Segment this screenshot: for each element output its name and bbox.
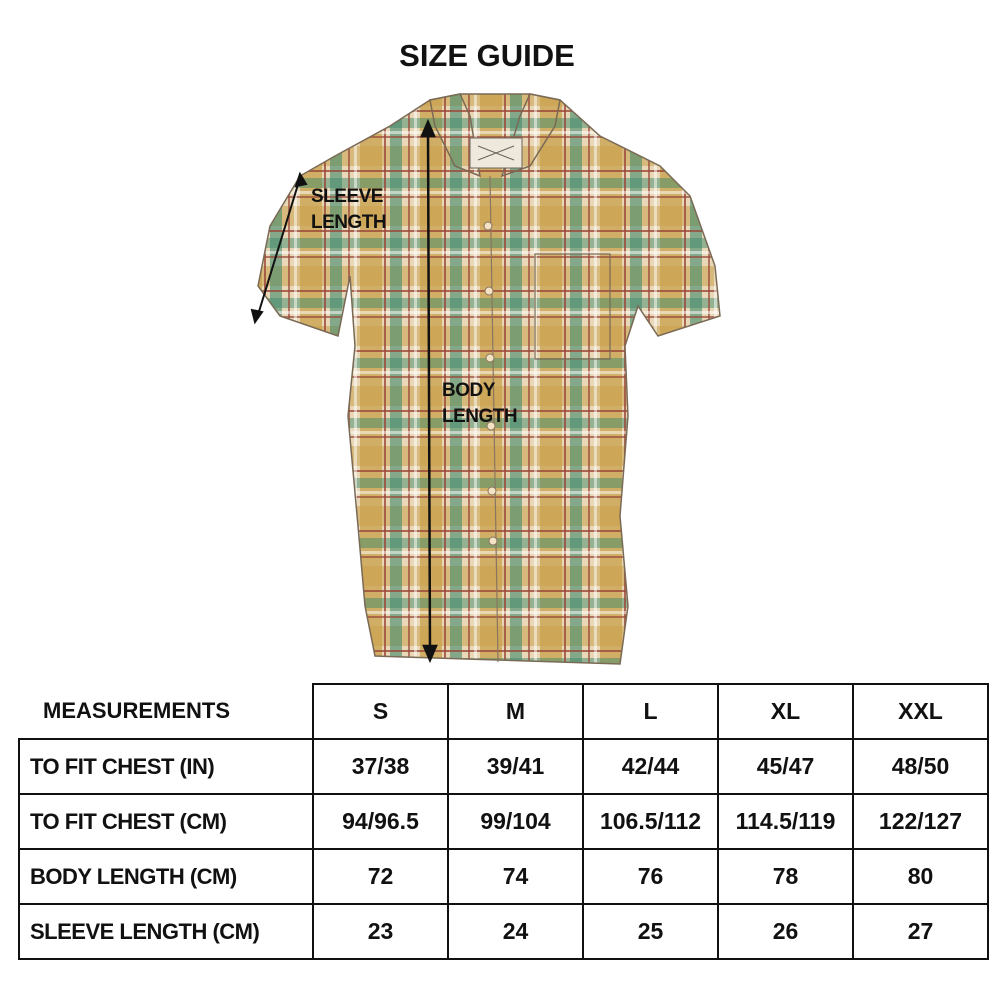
row-label: BODY LENGTH (CM) xyxy=(19,849,313,904)
size-header: XL xyxy=(718,684,853,739)
measurements-header: MEASUREMENTS xyxy=(19,684,313,739)
table-row xyxy=(19,904,988,959)
table-cell: 122/127 xyxy=(853,794,988,849)
size-header: S xyxy=(313,684,448,739)
table-row xyxy=(19,794,988,849)
size-table xyxy=(18,683,989,960)
table-header-row xyxy=(19,684,988,739)
body-label-line2: LENGTH xyxy=(442,406,518,427)
table-cell: 99/104 xyxy=(448,794,583,849)
table-cell: 24 xyxy=(448,904,583,959)
table-cell: 39/41 xyxy=(448,739,583,794)
table-cell: 76 xyxy=(583,849,718,904)
sleeve-label-line1: SLEEVE xyxy=(311,186,383,207)
table-cell: 23 xyxy=(313,904,448,959)
size-header: L xyxy=(583,684,718,739)
table-cell: 94/96.5 xyxy=(313,794,448,849)
row-label: TO FIT CHEST (CM) xyxy=(19,794,313,849)
table-cell: 80 xyxy=(853,849,988,904)
row-label: TO FIT CHEST (IN) xyxy=(19,739,313,794)
table-row xyxy=(19,849,988,904)
body-length-label xyxy=(442,378,517,430)
table-cell: 114.5/119 xyxy=(718,794,853,849)
table-cell: 37/38 xyxy=(313,739,448,794)
table-cell: 45/47 xyxy=(718,739,853,794)
table-cell: 42/44 xyxy=(583,739,718,794)
sleeve-length-label xyxy=(311,184,386,236)
table-cell: 106.5/112 xyxy=(583,794,718,849)
body-label-line1: BODY xyxy=(442,380,495,401)
page-title: SIZE GUIDE xyxy=(399,38,575,73)
size-header: M xyxy=(448,684,583,739)
sleeve-label-line2: LENGTH xyxy=(311,212,387,233)
row-label: SLEEVE LENGTH (CM) xyxy=(19,904,313,959)
table-cell: 78 xyxy=(718,849,853,904)
table-cell: 25 xyxy=(583,904,718,959)
size-header: XXL xyxy=(853,684,988,739)
table-row xyxy=(19,739,988,794)
table-cell: 26 xyxy=(718,904,853,959)
table-cell: 48/50 xyxy=(853,739,988,794)
table-cell: 74 xyxy=(448,849,583,904)
table-cell: 27 xyxy=(853,904,988,959)
table-cell: 72 xyxy=(313,849,448,904)
